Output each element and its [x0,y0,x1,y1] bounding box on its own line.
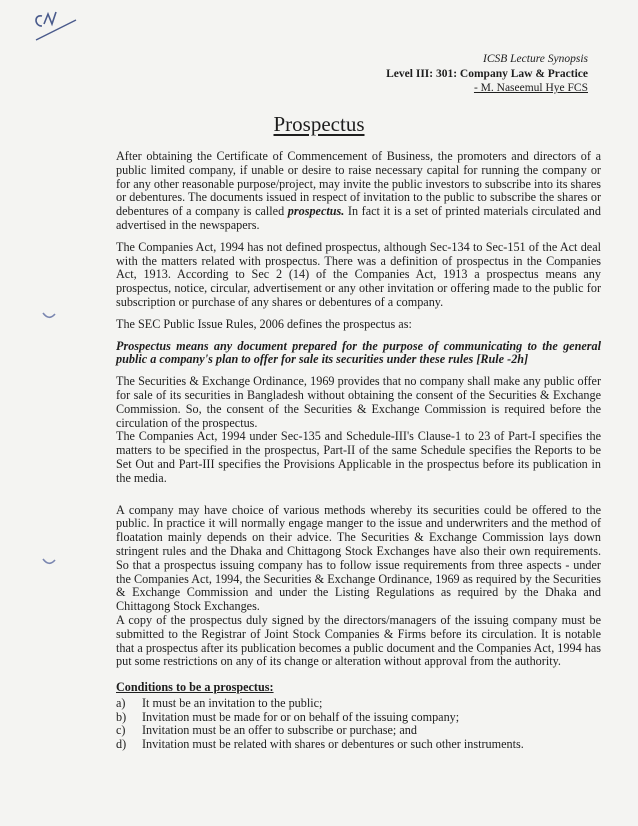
author-line: - M. Naseemul Hye FCS [473,82,588,94]
conditions-list [116,697,601,752]
list-item: d) Invitation must be related with shares or debentures or such other instruments. [116,737,524,752]
document-body [116,150,601,752]
document-header [386,52,588,96]
paragraph-ordinance: The Securities & Exchange Ordinance, 1969 provides that no company shall make any public offer for sale of its securities in Bangladesh without obtaining the consent of the Securities & Exchange Commission. So, the consent of the Securities & Exchange Commission is required before the circulation of the prospectus. [116,374,601,430]
punch-hole-mark [42,312,56,320]
page-title: Prospectus [273,112,365,136]
paragraph-registrar: A copy of the prospectus duly signed by the directors/managers of the issuing company must be submitted to the Registrar of Joint Stock Companies & Firms before its circulation. It is notable that a prospectus after its publication becomes a public document and the Companies Act, 1994 has put some restrictions on any of its change or alteration without approval from the authority. [116,612,601,669]
series-line: ICSB Lecture Synopsis [483,53,588,65]
course-line: Level III: 301: Company Law & Practice [386,67,588,80]
prospectus-term: prospectus. [287,204,345,219]
handwritten-initials-mark [28,6,84,46]
punch-hole-mark [42,558,56,566]
paragraph-sec-rules: The SEC Public Issue Rules, 2006 defines the prospectus as: [116,316,412,331]
list-item: c) Invitation must be an offer to subscribe or purchase; and [116,723,417,738]
list-item: b) Invitation must be made for or on behalf of the issuing company; [116,709,460,724]
paragraph-companies-act: The Companies Act, 1994 has not defined prospectus, although Sec-134 to Sec-151 of the Act deal with the matters related with prospectus. There was a definition of prospectus in the Companies Act, 1913. According to Sec 2 (14) of the Companies Act, 1913 a prospectus means any prospectus, notice, circular, advertisement or any other invitation or offering made to the public for subscription or purchase of any shares or debentures of a company. [116,239,601,309]
conditions-heading: Conditions to be a prospectus: [116,680,274,695]
paragraph-definition: Prospectus means any document prepared for the purpose of communicating to the general public a company's plan to offer for sale its securities under these rules [Rule -2h] [116,338,601,367]
list-item: a) It must be an invitation to the public; [116,695,323,710]
paragraph-schedule: The Companies Act, 1994 under Sec-135 and Schedule-III's Clause-1 to 23 of Part-I specifies the matters to be specified in the prospectus, Part-II of the same Schedule specifies the Reports to be Set Out and Part-III specifies the Provisions Applicable in the prospectus before its publication in the media. [116,429,601,485]
paragraph-intro: After obtaining the Certificate of Commencement of Business, the promoters and directors of a public limited company, if unable or desire to raise necessary capital for running the company or for any other reasonable purpose/project, may invite the public investors to subscribe into its shares or debentures. The documents issued in respect of invitation to the public to subscribe the shares or debentures of a company is called prospectus. In fact it is a set of printed materials circulated and advertised in the newspapers. [116,149,602,232]
paragraph-methods: A company may have choice of various methods whereby its securities could be offered to the public. In practice it will normally engage manger to the issue and underwriters and the method of floatation mainly depends on their advice. The Securities & Exchange Commission lays down stringent rules and the Dhaka and Chittagong Stock Exchanges have also their own requirements. So that a prospectus issuing company has to follow issue requirements from three aspects - under the Companies Act, 1994, the Securities & Exchange Ordinance, 1969 as required by the Securities & Exchange Commission and under the Listing Regulations as required by the Dhaka and Chittagong Stock Exchanges. [116,502,601,614]
